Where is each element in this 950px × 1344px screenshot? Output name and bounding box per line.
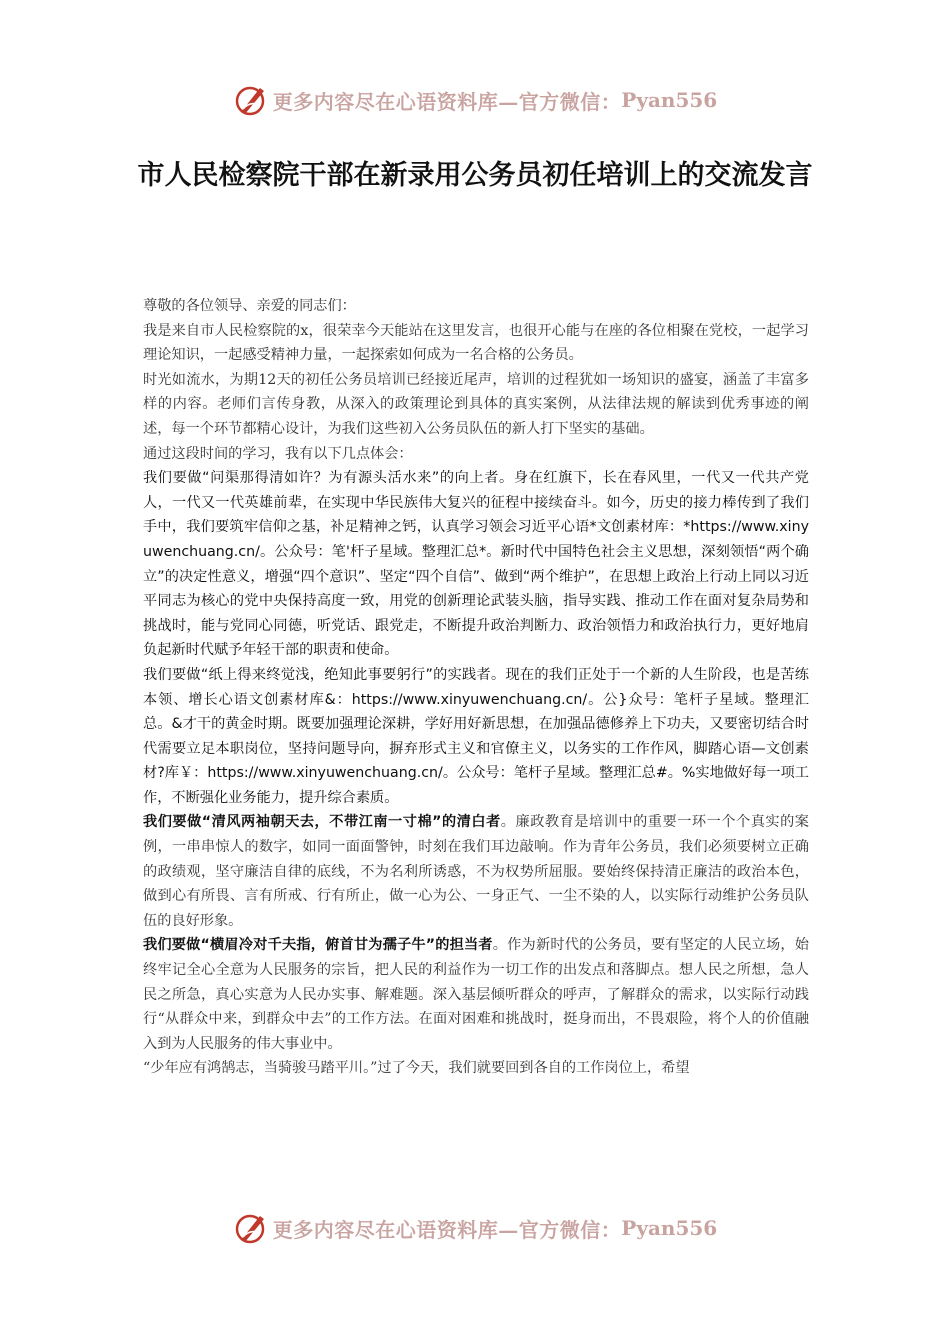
point-three-heading: 我们要做“清风两袖朝天去，不带江南一寸棉”的清白者 <box>143 814 501 831</box>
point-one-paragraph: 我们要做“问渠那得清如许？为有源头活水来”的向上者。身在红旗下，长在春风里，一代又一代共产党人，一代又一代英雄前辈，在实现中华民族伟大复兴的征程中接续奋斗。如今，历史的接力棒传到了我们手中，我们要筑牢信仰之基，补足精神之钙，认真学习领会习近平心语*文创素材库：*https://www.xinyuwenchuang.cn/。公众号：笔'杆子星域。整理汇总*。新时代中国特色社会主义思想，深刻领悟“两个确立”的决定性意义，增强“四个意识”、坚定“四个自信”、做到“两个维护”，在思想上政治上行动上同以习近平同志为核心的党中央保持高度一致，用党的创新理论武装头脑，指导实践、推动工作在面对复杂局势和挑战时，能与党同心同德，听党话、跟党走，不断提升政治判断力、政治领悟力和政治执行力，更好地肩负起新时代赋予年轻干部的职责和使命。 <box>143 470 809 659</box>
footer-watermark-banner <box>0 1208 950 1248</box>
takeaways-intro-paragraph: 通过这段时间的学习，我有以下几点体会： <box>143 445 413 462</box>
point-two-paragraph: 我们要做“纸上得来终觉浅，绝知此事要躬行”的实践者。现在的我们正处于一个新的人生阶段，也是苦练本领、增长心语文创素材库&：https://www.xinyuwenchuang.cn/。公}众号：笔杆子星域。整理汇总。&才干的黄金时期。既要加强理论深耕，学好用好新思想，在加强品德修养上下功夫，又要密切结合时代需要立足本职岗位，坚持问题导向，摒弃形式主义和官僚主义，以务实的工作作风，脚踏心语—文创素材?库￥：https://www.xinyuwenchuang.cn/。公众号：笔杆子星域。整理汇总#。%实地做好每一项工作，不断强化业务能力，提升综合素质。 <box>143 666 809 806</box>
document-body <box>143 294 809 1081</box>
banner-text: 更多内容尽在心语资料库—官方微信： <box>272 1217 622 1242</box>
point-three-paragraph <box>143 810 809 933</box>
banner-text: 更多内容尽在心语资料库—官方微信： <box>272 89 622 114</box>
document-title: 市人民检察院干部在新录用公务员初任培训上的交流发言 <box>137 160 813 191</box>
training-summary-paragraph: 时光如流水，为期12天的初任公务员培训已经接近尾声，培训的过程犹如一场知识的盛宴，涵盖了丰富多样的内容。老师们言传身教，从深入的政策理论到具体的真实案例，从法律法规的解读到优秀事迹的阐述，每一个环节都精心设计，为我们这些初入公务员队伍的新人打下坚实的基础。 <box>143 371 809 437</box>
header-watermark-banner <box>0 80 950 120</box>
intro-paragraph: 我是来自市人民检察院的x，很荣幸今天能站在这里发言，也很开心能与在座的各位相聚在党校，一起学习理论知识，一起感受精神力量，一起探索如何成为一名合格的公务员。 <box>143 322 809 364</box>
pen-logo-icon <box>233 1210 269 1246</box>
banner-contact: Pyan556 <box>621 1216 718 1240</box>
pen-logo-icon <box>233 82 269 118</box>
point-three-body: 。廉政教育是培训中的重要一环一个个真实的案例，一串串惊人的数字，如同一面面警钟，时刻在我们耳边敲响。作为青年公务员，我们必须要树立正确的政绩观，坚守廉洁自律的底线，不为名利所诱惑，不为权势所屈服。要始终保持清正廉洁的政治本色，做到心有所畏、言有所戒、行有所止，做一心为公、一身正气、一尘不染的人，以实际行动维护公务员队伍的良好形象。 <box>143 814 809 929</box>
point-four-paragraph <box>143 933 809 1056</box>
banner-contact: Pyan556 <box>621 88 718 112</box>
point-four-body: 。作为新时代的公务员，要有坚定的人民立场，始终牢记全心全意为人民服务的宗旨，把人民的利益作为一切工作的出发点和落脚点。想人民之所想，急人民之所急，真心实意为人民办实事、解难题。深入基层倾听群众的呼声，了解群众的需求，以实际行动践行“从群众中来，到群众中去”的工作方法。在面对困难和挑战时，挺身而出，不畏艰险，将个人的价值融入到为人民服务的伟大事业中。 <box>143 937 809 1052</box>
closing-paragraph: “少年应有鸿鹄志，当骑骏马踏平川。”过了今天，我们就要回到各自的工作岗位上，希望 <box>143 1060 690 1077</box>
point-four-heading: 我们要做“横眉冷对千夫指，俯首甘为孺子牛”的担当者 <box>143 937 493 954</box>
salutation-paragraph: 尊敬的各位领导、亲爱的同志们： <box>143 298 356 314</box>
